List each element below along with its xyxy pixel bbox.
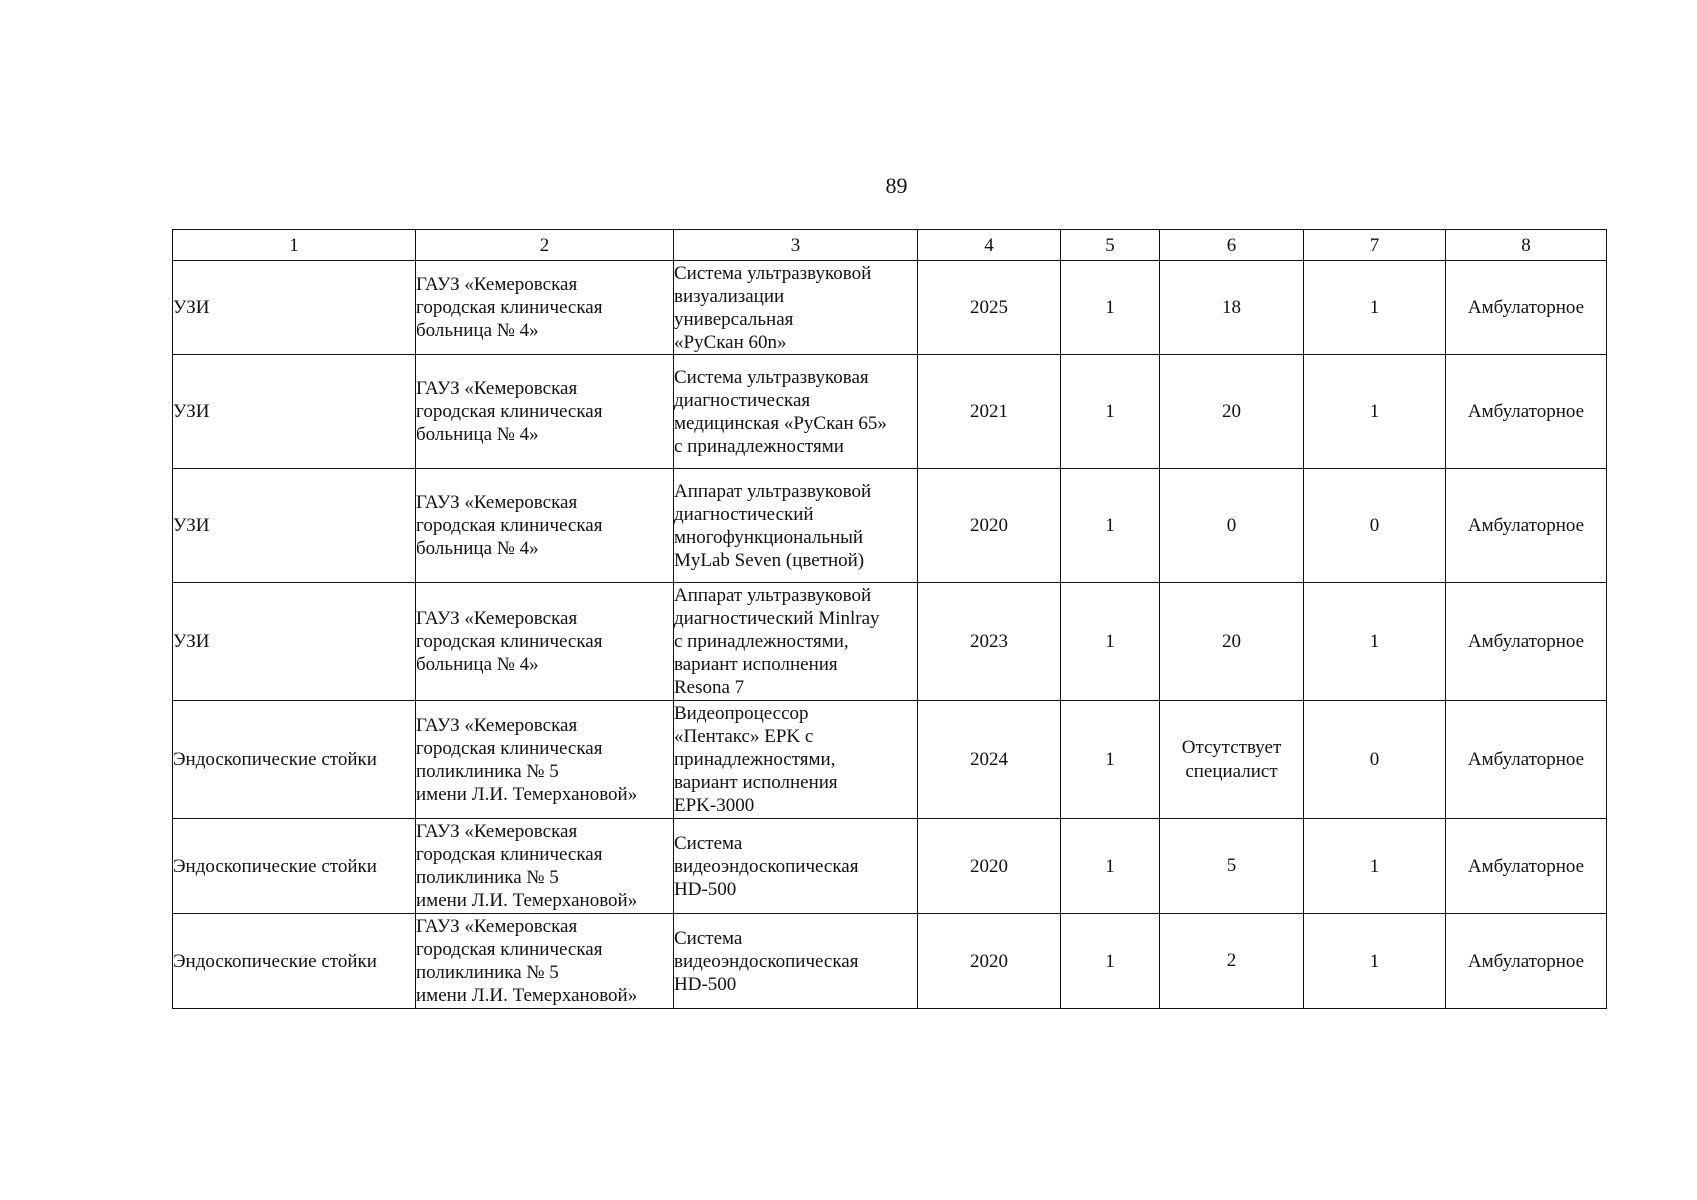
cell-care-type [1446, 261, 1607, 355]
cell-text: 2020 [970, 950, 1008, 972]
cell-device-name [674, 583, 918, 701]
cell-col-5 [1061, 469, 1160, 583]
cell-col-5 [1061, 819, 1160, 914]
cell-text: 2020 [970, 515, 1008, 536]
cell-col-6 [1160, 914, 1304, 1009]
cell-text: 2023 [970, 631, 1008, 652]
cell-organization [416, 583, 674, 701]
cell-text: Эндоскопические стойки [173, 855, 377, 877]
cell-care-type [1446, 355, 1607, 469]
cell-col-5 [1061, 583, 1160, 701]
cell-device-name [674, 914, 918, 1009]
cell-text: 1 [1369, 950, 1380, 972]
cell-text: 0 [1226, 514, 1237, 536]
cell-col-7 [1304, 819, 1446, 914]
cell-year [918, 261, 1061, 355]
cell-year [918, 583, 1061, 701]
cell-device-name [674, 261, 918, 355]
cell-col-6 [1160, 701, 1304, 819]
cell-device-name [674, 819, 918, 914]
cell-year [918, 355, 1061, 469]
cell-text: 1 [1105, 401, 1115, 422]
cell-equipment-type [173, 261, 416, 355]
cell-text: 5 [1226, 855, 1237, 876]
cell-organization [416, 261, 674, 355]
column-header-5: 5 [1061, 230, 1160, 261]
column-header-3: 3 [674, 230, 918, 261]
column-header-4: 4 [918, 230, 1061, 261]
cell-col-7 [1304, 261, 1446, 355]
cell-text: Амбулаторное [1467, 515, 1585, 536]
cell-device-name [674, 701, 918, 819]
cell-text: 0 [1369, 515, 1380, 536]
cell-text: Система ультразвуковой визуализации универсальная «РуСкан 60n» [674, 262, 872, 353]
cell-text: ГАУЗ «Кемеровская городская клиническая больница № 4» [416, 608, 603, 675]
cell-col-7 [1304, 914, 1446, 1009]
cell-equipment-type [173, 819, 416, 914]
column-header-1: 1 [173, 230, 416, 261]
table-row [173, 261, 1607, 355]
page-number: 89 [885, 173, 908, 198]
cell-text: УЗИ [173, 297, 210, 318]
cell-text: 2025 [970, 297, 1008, 318]
cell-text: 1 [1105, 950, 1115, 972]
cell-text: 1 [1105, 631, 1115, 652]
cell-text: Амбулаторное [1467, 401, 1585, 422]
cell-text: 2020 [970, 855, 1008, 877]
cell-text: Амбулаторное [1467, 631, 1585, 652]
cell-device-name [674, 355, 918, 469]
column-header-2: 2 [416, 230, 674, 261]
cell-text: 1 [1369, 297, 1380, 318]
cell-text: ГАУЗ «Кемеровская городская клиническая поликлиника № 5 имени Л.И. Темерхановой» [416, 821, 638, 911]
table-row [173, 819, 1607, 914]
cell-col-6 [1160, 583, 1304, 701]
cell-text: УЗИ [173, 631, 210, 652]
cell-col-7 [1304, 701, 1446, 819]
cell-text: 0 [1369, 749, 1380, 770]
cell-text: Эндоскопические стойки [173, 950, 377, 972]
cell-col-7 [1304, 583, 1446, 701]
cell-text: 1 [1369, 401, 1380, 422]
cell-text: 20 [1222, 400, 1241, 422]
cell-equipment-type [173, 701, 416, 819]
cell-equipment-type [173, 355, 416, 469]
cell-text: Отсутствует специалист [1181, 736, 1282, 782]
cell-col-6 [1160, 819, 1304, 914]
cell-organization [416, 819, 674, 914]
cell-text: ГАУЗ «Кемеровская городская клиническая больница № 4» [416, 492, 603, 559]
cell-col-6 [1160, 469, 1304, 583]
table-header [173, 230, 1607, 261]
column-header-6: 6 [1160, 230, 1304, 261]
cell-text: Амбулаторное [1467, 855, 1585, 877]
cell-text: 20 [1222, 630, 1241, 652]
column-header-7: 7 [1304, 230, 1446, 261]
cell-care-type [1446, 914, 1607, 1009]
cell-col-7 [1304, 355, 1446, 469]
cell-text: Система видеоэндоскопическая HD-500 [674, 832, 859, 900]
cell-text: 1 [1105, 297, 1115, 318]
table-row [173, 583, 1607, 701]
cell-text: Система ультразвуковая диагностическая медицинская «РуСкан 65» с принадлежностями [674, 366, 887, 457]
cell-text: 1 [1105, 515, 1115, 536]
cell-year [918, 469, 1061, 583]
cell-text: 2024 [970, 749, 1008, 770]
table-row [173, 914, 1607, 1009]
cell-col-5 [1061, 261, 1160, 355]
column-header-8: 8 [1446, 230, 1607, 261]
cell-organization [416, 469, 674, 583]
cell-organization [416, 355, 674, 469]
cell-text: 18 [1222, 296, 1241, 318]
cell-equipment-type [173, 469, 416, 583]
cell-equipment-type [173, 583, 416, 701]
cell-col-6 [1160, 261, 1304, 355]
cell-text: Амбулаторное [1467, 297, 1585, 318]
cell-text: УЗИ [173, 515, 210, 536]
cell-text: 1 [1369, 631, 1380, 652]
cell-text: Аппарат ультразвуковой диагностический многофункциональный MyLab Seven (цветной) [674, 480, 872, 571]
cell-year [918, 701, 1061, 819]
cell-col-5 [1061, 355, 1160, 469]
cell-text: ГАУЗ «Кемеровская городская клиническая больница № 4» [416, 274, 603, 341]
cell-text: УЗИ [173, 401, 210, 422]
cell-care-type [1446, 819, 1607, 914]
cell-care-type [1446, 583, 1607, 701]
table-body [173, 261, 1607, 1009]
equipment-table [172, 229, 1607, 1009]
cell-device-name [674, 469, 918, 583]
cell-text: ГАУЗ «Кемеровская городская клиническая больница № 4» [416, 378, 603, 445]
cell-col-7 [1304, 469, 1446, 583]
cell-col-5 [1061, 701, 1160, 819]
cell-col-5 [1061, 914, 1160, 1009]
cell-text: Видеопроцессор «Пентакс» EPK с принадлежностями, вариант исполнения EPK-3000 [674, 703, 838, 816]
cell-equipment-type [173, 914, 416, 1009]
cell-text: ГАУЗ «Кемеровская городская клиническая поликлиника № 5 имени Л.И. Темерхановой» [416, 916, 638, 1006]
cell-care-type [1446, 701, 1607, 819]
cell-text: 1 [1105, 855, 1115, 877]
table-row [173, 701, 1607, 819]
cell-text: 1 [1105, 749, 1115, 770]
cell-text: Амбулаторное [1467, 950, 1585, 972]
cell-care-type [1446, 469, 1607, 583]
cell-text: 1 [1369, 855, 1380, 877]
table-row [173, 355, 1607, 469]
cell-year [918, 819, 1061, 914]
cell-text: 2021 [970, 401, 1008, 422]
header-row [173, 230, 1607, 261]
cell-text: Система видеоэндоскопическая HD-500 [674, 927, 859, 995]
cell-col-6 [1160, 355, 1304, 469]
cell-year [918, 914, 1061, 1009]
cell-text: Эндоскопические стойки [173, 749, 377, 770]
cell-organization [416, 701, 674, 819]
table-row [173, 469, 1607, 583]
cell-organization [416, 914, 674, 1009]
cell-text: Аппарат ультразвуковой диагностический Minlray с принадлежностями, вариант исполнения Resona 7 [674, 585, 880, 698]
cell-text: 2 [1226, 950, 1237, 971]
cell-text: Амбулаторное [1467, 749, 1585, 770]
cell-text: ГАУЗ «Кемеровская городская клиническая поликлиника № 5 имени Л.И. Темерхановой» [416, 714, 638, 805]
